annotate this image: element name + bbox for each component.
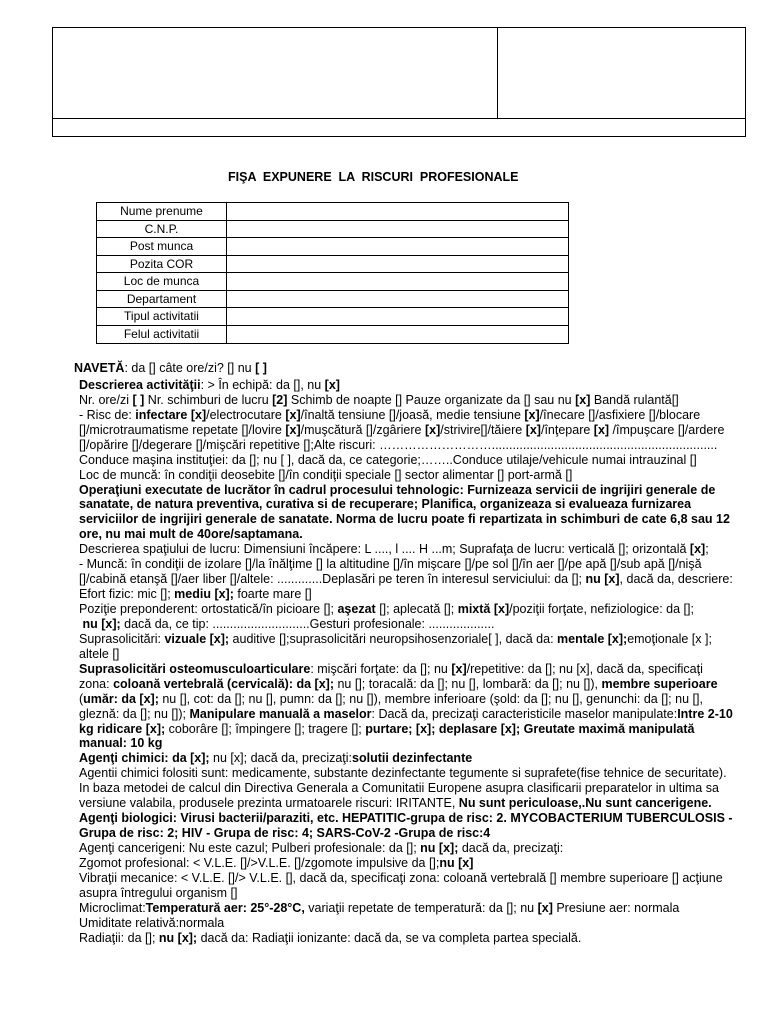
body-line <box>79 483 733 498</box>
row-label: Post munca <box>97 238 227 255</box>
row-label: Felul activitatii <box>97 326 227 344</box>
bold-text-segment: nu [x] <box>585 572 620 587</box>
text-segment: /poziţii forţate, nefiziologice: da []; <box>509 602 694 616</box>
text-segment: /strivire[]/tăiere <box>440 422 526 437</box>
text-segment: dacă da, precizaţi: <box>458 841 564 855</box>
text-segment: auditive [];suprasolicitări neuropsihosenzoriale[ ], dacă da: <box>229 631 558 646</box>
bold-text-segment: Temperatură aer: 25°-28°C, <box>145 900 305 915</box>
body-line <box>79 602 733 617</box>
bold-text-segment: [x] <box>324 377 340 392</box>
body-line <box>79 901 733 916</box>
body-line <box>79 557 733 572</box>
body-line <box>79 931 733 946</box>
body-line <box>79 811 733 826</box>
bold-text-segment: [x] <box>451 661 467 676</box>
text-segment: /înaltă tensiune []/joasă, medie tensiune <box>300 407 525 422</box>
text-segment: ( <box>79 691 84 706</box>
row-label: Nume prenume <box>97 203 227 220</box>
text-segment: Poziţie preponderent: ortostatică/în picioare []; <box>79 602 338 616</box>
text-segment: - Muncă: în condiţii de izolare []/la înălţime [] la altitudine []/în mişcare []/pe sol []/în aer []/pe apă []/sub apă []/nişă <box>79 557 702 572</box>
text-segment: gleznă: da []; nu []); <box>79 706 190 721</box>
text-segment: []/cabină etanşă []/aer liber []/altele: .............Deplasări pe teren în interesul serviciului: da []; <box>79 572 586 587</box>
bold-text-segment: nu [x]; <box>420 841 459 855</box>
header-top-row <box>53 28 745 119</box>
text-segment: Suprasolicitări: <box>79 631 165 646</box>
row-label: C.N.P. <box>97 221 227 238</box>
text-segment: : da [] câte ore/zi? [] nu <box>124 361 256 375</box>
bold-text-segment: nu [x] <box>439 855 474 870</box>
bold-text-segment: [x] <box>575 392 591 407</box>
body-line <box>79 796 733 811</box>
text-segment: Nr. schimburi de lucru <box>144 392 273 407</box>
body-line <box>79 423 733 438</box>
bold-text-segment: [x] <box>524 407 540 422</box>
body-line <box>79 438 733 453</box>
bold-text-segment: Operaţiuni executate de lucrător în cadrul procesului tehnologic: Furnizeaza servicii de ingrijiri generale de <box>79 482 716 497</box>
text-segment: /înţepare <box>540 422 594 437</box>
bold-text-segment: mentale [x]; <box>557 631 628 646</box>
row-label: Departament <box>97 291 227 308</box>
body-line <box>79 886 733 901</box>
row-label: Pozita COR <box>97 256 227 273</box>
bold-text-segment: mediu [x]; <box>174 587 234 602</box>
bold-text-segment: purtare; [x]; deplasare [x]; Greutate maximă manipulată <box>365 721 695 736</box>
body-line <box>79 781 733 796</box>
bold-text-segment: Manipulare manuală a maselor <box>189 706 372 721</box>
text-segment: /muşcătură []/zgâriere <box>300 422 425 437</box>
row-value-cell <box>227 273 568 290</box>
bold-text-segment: [x] <box>285 407 301 422</box>
table-row <box>97 326 568 344</box>
body-line <box>79 841 733 856</box>
header-bottom-strip <box>53 119 745 136</box>
bold-text-segment: Descrierea activităţii <box>79 377 201 392</box>
bold-text-segment: infectare [x] <box>135 407 207 422</box>
body-line <box>79 512 733 527</box>
row-value-cell <box>227 256 568 273</box>
body-line <box>79 468 733 483</box>
body-line <box>79 497 733 512</box>
text-segment: Bandă rulantă[] <box>590 392 679 407</box>
text-segment: /electrocutare <box>206 407 286 422</box>
body-line <box>79 542 733 557</box>
row-value-cell <box>227 238 568 255</box>
text-segment: Efort fizic: mic []; <box>79 587 175 602</box>
text-segment: , dacă da, descriere: <box>619 572 733 587</box>
bold-text-segment: manual: 10 kg <box>79 736 163 751</box>
table-row <box>97 273 568 291</box>
text-segment: asupra întregului organism [] <box>79 885 238 900</box>
text-segment: emoţionale [x ]; <box>627 631 712 646</box>
body-line <box>79 677 733 692</box>
text-segment: Agenţi cancerigeni: Nu este cazul; Pulberi profesionale: da []; <box>79 841 421 855</box>
text-segment: : > În echipă: da [], nu <box>200 377 325 392</box>
bold-text-segment: serviciilor de ingrijiri generale de sanatate. Norma de lucru poate fi repartizata in schimburi de cate 6,8 sau 12 <box>79 512 730 527</box>
text-segment: /împuşcare []/ardere <box>609 422 725 437</box>
body-line <box>79 766 733 781</box>
text-segment: altele [] <box>79 646 120 661</box>
body-line <box>79 916 733 931</box>
body-line <box>79 393 733 408</box>
body-line <box>79 632 733 647</box>
bold-text-segment: [x] <box>537 900 553 915</box>
bold-text-segment: [ ] <box>255 361 267 375</box>
header-left-cell <box>53 28 498 118</box>
bold-text-segment: kg ridicare [x]; <box>79 721 166 736</box>
body-line <box>79 722 733 737</box>
text-segment: Presiune aer: normala <box>552 900 680 915</box>
body-line <box>79 453 733 468</box>
text-segment: Schimb de noapte [] Pauze organizate da [] sau nu <box>287 392 576 407</box>
bold-text-segment: vizuale [x]; <box>164 631 230 646</box>
bold-text-segment: [x] <box>593 422 610 437</box>
text-segment: - Risc de: <box>79 407 136 422</box>
bold-text-segment: [x] <box>285 422 301 437</box>
text-segment: In baza metodei de calcul din Directiva Generala a Comunitatii Europene asupra clasificarii preparatelor in ultima sa <box>79 781 719 796</box>
bold-text-segment: [2] <box>272 392 288 407</box>
bold-text-segment: Agenţi chimici: da [x]; <box>79 751 210 766</box>
bold-text-segment: Suprasolicitări osteomusculoarticulare <box>79 661 311 676</box>
body-line <box>79 856 733 871</box>
table-row <box>97 238 568 256</box>
body-line <box>79 617 733 632</box>
table-row <box>97 308 568 326</box>
text-segment: /înecare []/asfixiere []/blocare <box>539 407 701 422</box>
bold-text-segment: [x] <box>525 422 541 437</box>
row-value-cell <box>227 291 568 308</box>
header-right-cell <box>498 28 745 118</box>
text-segment: Vibraţii mecanice: < V.L.E. []/> V.L.E. [], dacă da, specificaţi zona: coloană vertebrală [] membre superioare [] acţiune <box>79 870 723 885</box>
body-line <box>79 527 733 542</box>
text-segment: Microclimat: <box>79 900 146 915</box>
document-title: FIŞA EXPUNERE LA RISCURI PROFESIONALE <box>228 170 519 184</box>
body-line <box>79 647 733 662</box>
risk-exposure-body-text <box>74 361 733 946</box>
bold-text-segment: [x] <box>689 542 706 557</box>
text-segment: Agentii chimici folositi sunt: medicamente, substante dezinfectante tegumente si suprafete(fise tehnice de securitate). <box>79 766 727 781</box>
text-segment: Nr. ore/zi <box>79 392 133 407</box>
text-segment: versiune valabila, produsele prezinta urmatoarele riscuri: IRITANTE, <box>79 796 459 811</box>
bold-text-segment: Grupa de risc: 2; HIV - Grupa de risc: 4; SARS-CoV-2 -Grupa de risc:4 <box>79 826 491 841</box>
text-segment: : mişcări forţate: da []; nu <box>310 661 452 676</box>
body-line <box>79 871 733 886</box>
text-segment: ; <box>705 542 709 557</box>
text-segment: zona: <box>79 676 114 691</box>
text-segment: nu [x]; dacă da, precizaţi: <box>209 751 353 766</box>
bold-text-segment: coloană vertebrală (cervicală): da [x]; <box>113 676 334 691</box>
personal-info-table <box>96 202 569 344</box>
text-segment: Conduce maşina instituţiei: da []; nu [ ], dacă da, ce categorie;……..Conduce utilaje/vehicule numai intrauzinal [] <box>79 452 697 467</box>
text-segment: : Dacă da, precizaţi caracteristicile maselor manipulate: <box>371 706 678 721</box>
body-line <box>79 826 733 841</box>
text-segment: Descrierea spaţiului de lucru: Dimensiuni încăpere: L ...., l .... H ...m; Suprafaţa de lucru: verticală []; orizontală <box>79 542 690 557</box>
row-value-cell <box>227 308 568 325</box>
table-row <box>97 221 568 239</box>
text-segment: nu []; toracală: da []; nu [], lombară: da []; nu []), <box>334 676 602 691</box>
bold-text-segment: sanatate, de natura preventiva, curativa si de recuperare; Planifica, organizeaza si evalueaza furnizarea <box>79 497 692 512</box>
document-header-box <box>52 27 746 137</box>
text-segment: []; aplecată []; <box>375 602 458 616</box>
bold-text-segment: [x] <box>424 422 441 437</box>
bold-text-segment: mixtă [x] <box>457 602 510 616</box>
row-value-cell <box>227 221 568 238</box>
body-line <box>79 587 733 602</box>
body-line <box>79 408 733 423</box>
table-row <box>97 203 568 221</box>
text-segment: []/opărire []/degerare []/mişcări repetitive [];Alte riscuri: ………………………................................................................. <box>79 437 718 452</box>
bold-text-segment: Intre 2-10 <box>677 706 733 721</box>
text-segment: foarte mare [] <box>233 587 312 602</box>
text-segment: Umiditate relativă:normala <box>79 915 225 930</box>
text-segment: Zgomot profesional: < V.L.E. []/>V.L.E. []/zgomote impulsive da []; <box>79 855 440 870</box>
bold-text-segment: ore, nu mai mult de 40ore/saptamana. <box>79 527 303 542</box>
text-segment: coborâre []; împingere []; tragere []; <box>165 721 366 736</box>
bold-text-segment: umăr: da [x]; <box>83 691 159 706</box>
bold-text-segment: NAVETĂ <box>74 361 125 375</box>
body-line <box>79 736 733 751</box>
body-line <box>74 361 733 376</box>
bold-text-segment: nu [x]; <box>79 616 121 631</box>
text-segment: dacă da, ce tip: ............................Gesturi profesionale: ................... <box>120 616 495 631</box>
bold-text-segment: solutii dezinfectante <box>352 751 473 766</box>
body-line <box>79 378 733 393</box>
text-segment: nu [], cot: da []; nu [], pumn: da []; nu []), membre inferioare (şold: da []; nu [], genunchi: da []; nu [], <box>158 691 703 706</box>
text-segment: variaţii repetate de temperatură: da []; nu <box>304 900 538 915</box>
body-line <box>79 662 733 677</box>
bold-text-segment: nu [x]; <box>158 930 198 945</box>
bold-text-segment: aşezat <box>337 602 376 616</box>
text-segment: Radiaţii: da []; <box>79 930 159 945</box>
table-row <box>97 256 568 274</box>
text-segment: []/microtraumatisme repetate []/lovire <box>79 422 286 437</box>
bold-text-segment: [ ] <box>132 392 145 407</box>
bold-text-segment: Agenţi biologici: Virusi bacterii/paraziti, etc. HEPATITIC-grupa de risc: 2. MYCOBACTERIUM TUBERCULOSIS - <box>79 811 733 826</box>
body-line <box>79 751 733 766</box>
row-value-cell <box>227 203 568 220</box>
row-value-cell <box>227 326 568 344</box>
text-segment: /repetitive: da []; nu [x], dacă da, specificaţi <box>466 661 703 676</box>
row-label: Loc de munca <box>97 273 227 290</box>
table-row <box>97 291 568 309</box>
body-line <box>79 692 733 707</box>
bold-text-segment: membre superioare <box>601 676 718 691</box>
row-label: Tipul activitatii <box>97 308 227 325</box>
body-line <box>79 572 733 587</box>
text-segment: Loc de muncă: în condiţii deosebite []/în condiţii speciale [] sector alimentar [] port-armă [] <box>79 467 573 482</box>
bold-text-segment: Nu sunt periculoase,.Nu sunt cancerigene. <box>458 796 712 811</box>
body-line <box>79 707 733 722</box>
text-segment: dacă da: Radiaţii ionizante: dacă da, se va completa partea specială. <box>197 930 582 945</box>
